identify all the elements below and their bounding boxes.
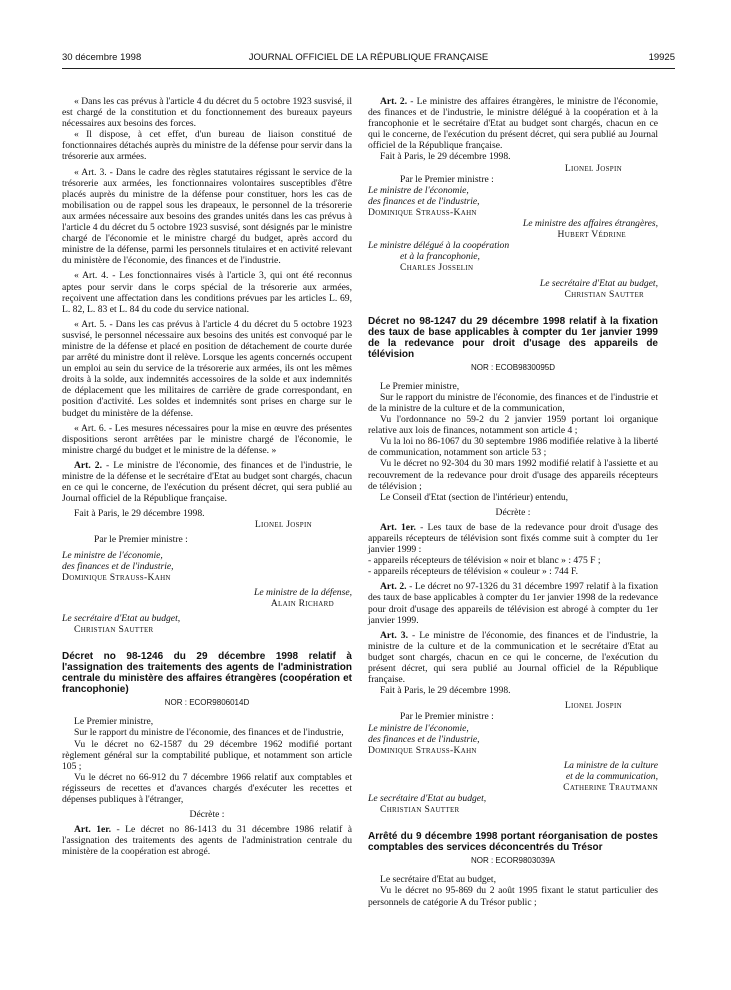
paragraph: Vu la loi no 86-1067 du 30 septembre 1986 modifiée relative à la liberté de communication, notamment son article 53 ; [368,436,658,459]
article-label: Art. 2. [380,581,407,593]
signature-pm: Lionel Jospin [564,162,622,174]
paragraph: Vu l'ordonnance no 59-2 du 2 janvier 1959 portant loi organique relative aux lois de finances, notamment son article 4 ; [368,414,658,437]
header-page-number: 19925 [648,52,675,63]
signatory-name: Catherine Trautmann [563,781,658,793]
signatory-title: La ministre de la culture [563,759,658,771]
article-paragraph [62,460,352,504]
paragraph: « Art. 6. - Les mesures nécessaires pour la mise en œuvre des présentes dispositions seront arrêtées par le ministre chargé de l'économie, le ministre chargé du budget et le ministre de la défense. » [62,422,352,456]
article-text: - Le ministre des affaires étrangères, le ministre de l'économie, des finances et de l'industrie, le ministre délégué à la coopération et à la francophonie et le secrétaire d'Etat au budget sont chargés, chacun en ce qui le concerne, de l'exécution du présent décret, qui sera publié au Journal officiel de la République française. [368,96,659,152]
paragraph: Vu le décret no 66-912 du 7 décembre 1966 relatif aux comptables et régisseurs de recettes et d'avances chargés d'exécuter les recettes et dépenses publiques à l'étranger, [62,771,352,805]
paragraph: Vu le décret no 95-869 du 2 août 1995 fixant le statut particulier des personnels de catégorie A du Trésor public ; [368,885,658,908]
paragraph: Le secrétaire d'Etat au budget, [380,874,496,886]
header-date: 30 décembre 1998 [62,52,142,63]
article-text: - Le ministre de l'économie, des finances et de l'industrie, la ministre de la culture et de la communication et le secrétaire d'Etat au budget sont chargés, chacun en ce qui le concerne, de l'exécution du présent décret, qui sera publié au Journal officiel de la République française. [368,629,658,686]
paragraph: « Il dispose, à cet effet, d'un bureau de liaison constitué de fonctionnaires détachés auprès du ministre de la défense pour servir dans la trésorerie aux armées. [62,129,352,163]
paragraph: « Art. 5. - Dans les cas prévus à l'article 4 du décret du 5 octobre 1923 susvisé, le personnel nécessaire aux besoins des unités est convoqué par le ministre de la défense et placé en position de détachement de courte durée par arrêté du ministre dont il relève. Lorsque les agents concernés occupent un emploi au sein du service de la trésorerie aux armées, ils ont les mêmes droits à la solde, aux indemnités accessoires de la solde et aux indemnités de déplacement que les militaires de carrière de grade correspondant, en position d'activité. Les soldes et indemnités sont prises en charge sur le budget du ministère de la défense. [62,318,352,419]
article-text: - Le décret no 97-1326 du 31 décembre 1997 relatif à la fixation des taux de base applicables à compter du 1er janvier 1998 de la redevance pour droit d'usage des appareils de télévision est abrogé à compter du 1er janvier 1999. [368,581,659,626]
nor-reference: NOR : ECOR9806014D [164,698,250,708]
signatory-name: Hubert Védrine [557,229,626,241]
signatory-title: Le ministre des affaires étrangères, [522,218,658,230]
signatory-title: et à la francophonie, [400,251,480,263]
article-label: Art. 2. [74,459,102,471]
article-label: Art. 1er. [74,824,112,836]
header-journal-title: JOURNAL OFFICIEL DE LA RÉPUBLIQUE FRANÇAISE [248,52,489,63]
signature-pm: Lionel Jospin [564,700,622,712]
signatory-name: Dominique Strauss-Kahn [368,744,477,756]
signatory-title: Le ministre de l'économie, [368,722,469,734]
decrete: Décrète : [495,506,531,518]
signatory-name: Dominique Strauss-Kahn [62,571,171,583]
signatory-name: Christian Sautter [380,804,460,816]
article-text: - Le décret no 86-1413 du 31 décembre 1986 relatif à l'assignation des traitements des agents de l'administration centrale du ministère de la coopération est abrogé. [62,824,352,858]
list-item: - appareils récepteurs de télévision « couleur » : 744 F. [368,566,578,578]
nor-reference: NOR : ECOB9830095D [470,362,556,372]
article-text: - Les taux de base de la redevance pour droit d'usage des appareils récepteurs de télévision sont fixés comme suit à compter du 1er janvier 1999 : [368,521,658,556]
signatory-title: Le ministre de la défense, [254,586,352,598]
fait-line: Fait à Paris, le 29 décembre 1998. [380,685,511,697]
header-rule [62,68,675,69]
signatory-name: Alain Richard [270,597,334,609]
right-column [368,96,658,908]
paragraph: Sur le rapport du ministre de l'économie, des finances et de l'industrie et de la ministre de la culture et de la communication, [368,391,658,414]
signatory-name: Dominique Strauss-Kahn [368,206,477,218]
decree-title: Décret no 98-1246 du 29 décembre 1998 relatif à l'assignation des traitements des agents de l'administration centrale du ministère des affaires étrangères (coopération et francophonie) [62,651,352,696]
article-paragraph [368,522,658,555]
left-column [62,96,352,857]
decree-title: Décret no 98-1247 du 29 décembre 1998 relatif à la fixation des taux de base applicables à compter du 1er janvier 1999 de la redevance pour droit d'usage des appareils de télévision [368,315,658,360]
arrete-title: Arrêté du 9 décembre 1998 portant réorganisation de postes comptables des services déconcentrés du Trésor [368,831,658,854]
paragraph: Le Conseil d'Etat (section de l'intérieur) entendu, [380,491,569,503]
paragraph: Vu le décret no 62-1587 du 29 décembre 1962 modifié portant règlement général sur la comptabilité publique, et notamment son article 105 ; [62,738,352,772]
article-text: - Le ministre de l'économie, des finances et de l'industrie, le ministre de la défense et le secrétaire d'Etat au budget sont chargés, chacun en ce qui le concerne, de l'exécution du présent décret, qui sera publié au Journal officiel de la République française. [62,459,352,505]
paragraph: Sur le rapport du ministre de l'économie, des finances et de l'industrie, [74,727,344,739]
signatory-title: Le ministre de l'économie, [62,549,163,561]
signatory-title: des finances et de l'industrie, [368,733,480,745]
paragraph: Vu le décret no 92-304 du 30 mars 1992 modifié relatif à l'assiette et au recouvrement de la redevance pour droit d'usage des appareils récepteurs de télévision ; [368,458,658,492]
article-label: Art. 1er. [380,521,416,533]
fait-line: Fait à Paris, le 29 décembre 1998. [74,508,205,520]
fait-line: Fait à Paris, le 29 décembre 1998. [380,151,511,163]
article-label: Art. 3. [380,629,408,641]
article-paragraph [368,581,658,625]
page-header [62,52,675,68]
signatory-title: Le ministre délégué à la coopération [368,240,510,252]
signatory-title: Le secrétaire d'Etat au budget, [62,613,181,625]
signatory-name: Charles Josselin [400,262,474,274]
signatory-title: Le secrétaire d'Etat au budget, [368,793,487,805]
signatory-name: Christian Sautter [564,288,644,300]
paragraph: Le Premier ministre, [380,380,460,392]
par-premier-ministre: Par le Premier ministre : [400,173,494,185]
article-paragraph [62,824,352,857]
paragraph: « Art. 3. - Dans le cadre des règles statutaires régissant le service de la trésorerie aux armées, les fonctionnaires volontaires susceptibles d'être placés auprès du ministre de la défense pour constituer, hors les cas de mobilisation ou de rappel sous les drapeaux, le personnel de la trésorerie aux armées nécessaire aux besoins des grandes unités dans les cas prévus à l'article 4 du décret du 5 octobre 1923 susvisé, sont désignés par le ministre chargé de l'économie et le ministre chargé du budget, après accord du ministre de la défense, parmi les personnels titulaires et en activité relevant du ministère de l'économie, des finances et de l'industrie. [62,166,352,267]
par-premier-ministre: Par le Premier ministre : [94,534,188,546]
nor-reference: NOR : ECOR9803039A [470,856,556,866]
signatory-title: Le ministre de l'économie, [368,184,469,196]
signature-pm: Lionel Jospin [254,519,312,531]
paragraph: « Dans les cas prévus à l'article 4 du décret du 5 octobre 1923 susvisé, il est chargé de la constitution et du fonctionnement des bureaux payeurs nécessaires aux besoins des forces. [62,96,352,130]
par-premier-ministre: Par le Premier ministre : [400,711,494,723]
paragraph: « Art. 4. - Les fonctionnaires visés à l'article 3, qui ont été reconnus aptes pour servir dans le corps spécial de la trésorerie aux armées, reçoivent une affectation dans les conditions prévues par les articles L. 69, L. 82, L. 83 et L. 84 du code du service national. [62,270,352,315]
article-paragraph [368,96,658,151]
decrete: Décrète : [189,809,225,821]
signatory-title: Le secrétaire d'Etat au budget, [539,277,658,289]
signatory-title: des finances et de l'industrie, [62,560,174,572]
signatory-name: Christian Sautter [74,624,154,636]
signatory-title: et de la communication, [565,770,658,782]
article-paragraph [368,630,658,685]
paragraph: Le Premier ministre, [74,716,154,728]
list-item: - appareils récepteurs de télévision « noir et blanc » : 475 F ; [368,555,601,567]
article-label: Art. 2. [380,96,408,107]
signatory-title: des finances et de l'industrie, [368,195,480,207]
